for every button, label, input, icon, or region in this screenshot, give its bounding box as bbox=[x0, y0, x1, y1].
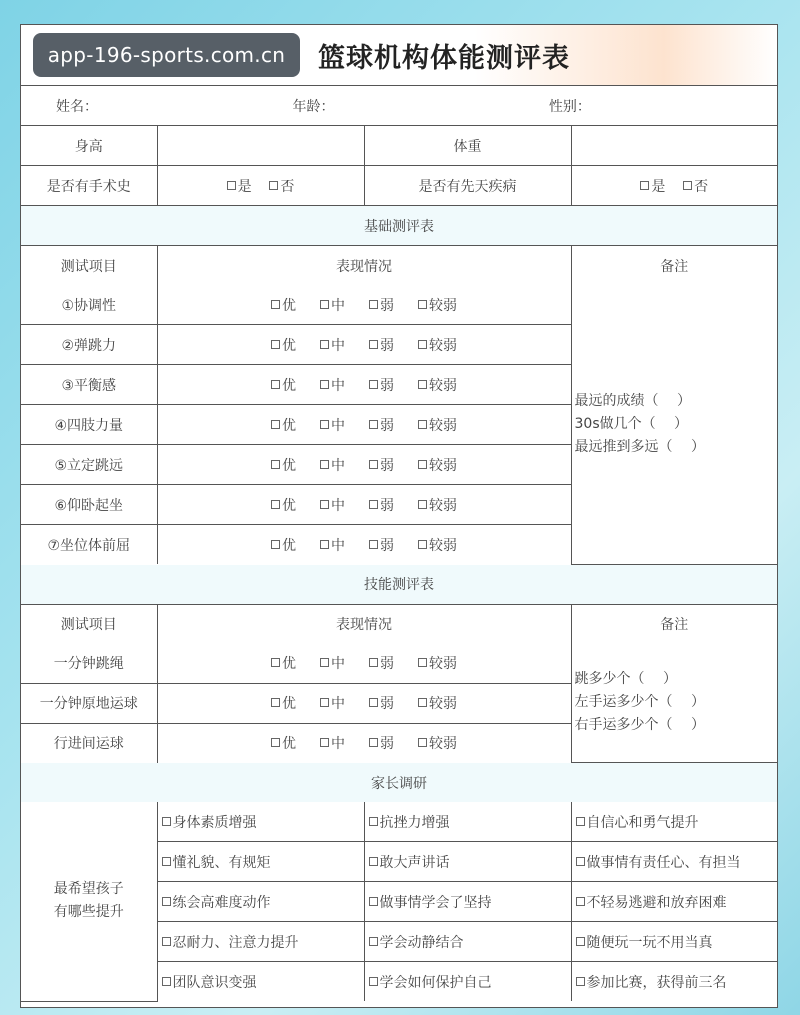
rating-option[interactable]: 优 bbox=[271, 375, 296, 395]
body-row bbox=[21, 126, 777, 166]
name-label[interactable]: 姓名： bbox=[56, 98, 98, 115]
checkbox-icon[interactable] bbox=[418, 500, 427, 509]
basic-item-name: ⑤立定跳远 bbox=[21, 445, 157, 485]
rating-option[interactable]: 弱 bbox=[369, 495, 394, 515]
rating-option[interactable]: 中 bbox=[320, 653, 345, 673]
checkbox-icon[interactable] bbox=[576, 857, 585, 866]
parent-options bbox=[21, 802, 777, 1001]
history-row bbox=[21, 166, 777, 206]
rating-option[interactable]: 较弱 bbox=[418, 375, 457, 395]
parent-option[interactable]: 学会如何保护自己 bbox=[364, 962, 571, 1002]
basic-header-note: 备注 bbox=[571, 246, 777, 286]
checkbox-icon[interactable] bbox=[683, 181, 692, 190]
skill-note-line: 跳多少个（ ） bbox=[574, 671, 677, 688]
parent-option[interactable]: 参加比赛，获得前三名 bbox=[571, 962, 777, 1002]
parent-option[interactable]: 懂礼貌、有规矩 bbox=[157, 842, 364, 882]
skill-section-row bbox=[21, 564, 777, 604]
parent-option[interactable]: 抗挫力增强 bbox=[364, 802, 571, 842]
rating-option[interactable]: 中 bbox=[320, 535, 345, 555]
basic-item-ratings bbox=[157, 445, 571, 485]
rating-option[interactable]: 优 bbox=[271, 653, 296, 673]
checkbox-icon[interactable] bbox=[369, 460, 378, 469]
checkbox-icon[interactable] bbox=[576, 817, 585, 826]
checkbox-icon[interactable] bbox=[271, 500, 280, 509]
basic-item-name: ⑥仰卧起坐 bbox=[21, 485, 157, 525]
rating-option[interactable]: 较弱 bbox=[418, 693, 457, 713]
rating-option[interactable]: 中 bbox=[320, 335, 345, 355]
checkbox-icon[interactable] bbox=[369, 738, 378, 747]
checkbox-icon[interactable] bbox=[320, 658, 329, 667]
rating-option[interactable]: 弱 bbox=[369, 535, 394, 555]
weight-label: 体重 bbox=[364, 126, 571, 166]
skill-items bbox=[21, 644, 777, 763]
skill-item-name: 行进间运球 bbox=[21, 723, 157, 763]
rating-option[interactable]: 中 bbox=[320, 375, 345, 395]
weight-input[interactable] bbox=[571, 126, 777, 166]
checkbox-icon[interactable] bbox=[271, 460, 280, 469]
checkbox-icon[interactable] bbox=[369, 658, 378, 667]
checkbox-icon[interactable] bbox=[162, 897, 171, 906]
height-input[interactable] bbox=[157, 126, 364, 166]
checkbox-icon[interactable] bbox=[418, 460, 427, 469]
rating-option[interactable]: 优 bbox=[271, 335, 296, 355]
basic-item-name: ④四肢力量 bbox=[21, 405, 157, 445]
parent-section-row bbox=[21, 763, 777, 803]
checkbox-icon[interactable] bbox=[320, 698, 329, 707]
checkbox-icon[interactable] bbox=[320, 500, 329, 509]
rating-option[interactable]: 优 bbox=[271, 455, 296, 475]
rating-option[interactable]: 较弱 bbox=[418, 455, 457, 475]
checkbox-icon[interactable] bbox=[369, 380, 378, 389]
rating-option[interactable]: 较弱 bbox=[418, 415, 457, 435]
skill-section-title: 技能测评表 bbox=[21, 564, 777, 604]
checkbox-icon[interactable] bbox=[271, 540, 280, 549]
checkbox-icon[interactable] bbox=[271, 738, 280, 747]
skill-item-name: 一分钟原地运球 bbox=[21, 683, 157, 723]
checkbox-icon[interactable] bbox=[369, 540, 378, 549]
checkbox-icon[interactable] bbox=[162, 857, 171, 866]
rating-option[interactable]: 优 bbox=[271, 693, 296, 713]
rating-option[interactable]: 较弱 bbox=[418, 295, 457, 315]
checkbox-icon[interactable] bbox=[369, 698, 378, 707]
checkbox-icon[interactable] bbox=[418, 340, 427, 349]
checkbox-icon[interactable] bbox=[227, 181, 236, 190]
parent-option-row bbox=[21, 802, 777, 842]
checkbox-icon[interactable] bbox=[369, 897, 378, 906]
gender-label[interactable]: 性别： bbox=[548, 98, 591, 115]
parent-option[interactable]: 随便玩一玩不用当真 bbox=[571, 922, 777, 962]
skill-item-name: 一分钟跳绳 bbox=[21, 644, 157, 684]
rating-option[interactable]: 中 bbox=[320, 295, 345, 315]
info-row bbox=[21, 86, 777, 126]
basic-note-line: 最远的成绩（ ） bbox=[574, 392, 691, 409]
basic-item-name: ②弹跳力 bbox=[21, 325, 157, 365]
basic-section-title: 基础测评表 bbox=[21, 206, 777, 246]
basic-note-line: 30s做几个（ ） bbox=[574, 415, 689, 432]
rating-option[interactable]: 弱 bbox=[369, 295, 394, 315]
checkbox-icon[interactable] bbox=[576, 897, 585, 906]
basic-item-ratings bbox=[157, 325, 571, 365]
rating-option[interactable]: 弱 bbox=[369, 653, 394, 673]
basic-header-performance: 表现情况 bbox=[157, 246, 571, 286]
parent-section-title: 家长调研 bbox=[21, 763, 777, 803]
checkbox-icon[interactable] bbox=[369, 340, 378, 349]
age-label[interactable]: 年龄： bbox=[292, 98, 335, 115]
basic-item-row bbox=[21, 285, 777, 325]
basic-header-row bbox=[21, 246, 777, 286]
rating-option[interactable]: 弱 bbox=[369, 375, 394, 395]
rating-option[interactable]: 优 bbox=[271, 733, 296, 753]
skill-note-line: 右手运多少个（ ） bbox=[574, 717, 705, 734]
skill-item-ratings bbox=[157, 723, 571, 763]
checkbox-icon[interactable] bbox=[369, 420, 378, 429]
congenital-label: 是否有先天疾病 bbox=[364, 166, 571, 206]
skill-item-ratings bbox=[157, 644, 571, 684]
basic-note-line: 最远推到多远（ ） bbox=[574, 438, 705, 455]
skill-header-item: 测试项目 bbox=[21, 604, 157, 644]
checkbox-icon[interactable] bbox=[162, 817, 171, 826]
parent-option[interactable]: 做事情学会了坚持 bbox=[364, 882, 571, 922]
checkbox-icon[interactable] bbox=[271, 698, 280, 707]
checkbox-icon[interactable] bbox=[271, 300, 280, 309]
checkbox-icon[interactable] bbox=[320, 300, 329, 309]
parent-option[interactable]: 不轻易逃避和放弃困难 bbox=[571, 882, 777, 922]
checkbox-icon[interactable] bbox=[271, 340, 280, 349]
parent-option[interactable]: 练会高难度动作 bbox=[157, 882, 364, 922]
checkbox-icon[interactable] bbox=[162, 977, 171, 986]
checkbox-icon[interactable] bbox=[418, 420, 427, 429]
basic-item-name: ③平衡感 bbox=[21, 365, 157, 405]
rating-option[interactable]: 优 bbox=[271, 415, 296, 435]
basic-item-ratings bbox=[157, 405, 571, 445]
rating-option[interactable]: 优 bbox=[271, 295, 296, 315]
parent-option[interactable]: 做事情有责任心、有担当 bbox=[571, 842, 777, 882]
parent-option[interactable]: 身体素质增强 bbox=[157, 802, 364, 842]
surgery-options: 是 否 bbox=[157, 166, 364, 206]
height-label: 身高 bbox=[21, 126, 157, 166]
rating-option[interactable]: 较弱 bbox=[418, 535, 457, 555]
checkbox-icon[interactable] bbox=[320, 460, 329, 469]
skill-note-cell bbox=[571, 644, 777, 763]
congenital-options: 是 否 bbox=[571, 166, 777, 206]
skill-note-line: 左手运多少个（ ） bbox=[574, 694, 705, 711]
checkbox-icon[interactable] bbox=[640, 181, 649, 190]
checkbox-icon[interactable] bbox=[418, 300, 427, 309]
checkbox-icon[interactable] bbox=[418, 698, 427, 707]
rating-option[interactable]: 弱 bbox=[369, 455, 394, 475]
rating-option[interactable]: 弱 bbox=[369, 693, 394, 713]
checkbox-icon[interactable] bbox=[369, 977, 378, 986]
checkbox-icon[interactable] bbox=[418, 658, 427, 667]
basic-item-ratings bbox=[157, 365, 571, 405]
checkbox-icon[interactable] bbox=[320, 540, 329, 549]
checkbox-icon[interactable] bbox=[369, 857, 378, 866]
checkbox-icon[interactable] bbox=[369, 817, 378, 826]
checkbox-icon[interactable] bbox=[369, 500, 378, 509]
checkbox-icon[interactable] bbox=[320, 420, 329, 429]
checkbox-icon[interactable] bbox=[271, 380, 280, 389]
rating-option[interactable]: 中 bbox=[320, 495, 345, 515]
rating-option[interactable]: 优 bbox=[271, 535, 296, 555]
rating-option[interactable]: 弱 bbox=[369, 733, 394, 753]
basic-item-name: ⑦坐位体前屈 bbox=[21, 525, 157, 565]
skill-item-row bbox=[21, 644, 777, 684]
skill-item-ratings bbox=[157, 683, 571, 723]
checkbox-icon[interactable] bbox=[269, 181, 278, 190]
checkbox-icon[interactable] bbox=[271, 420, 280, 429]
parent-option[interactable]: 团队意识变强 bbox=[157, 962, 364, 1002]
rating-option[interactable]: 较弱 bbox=[418, 495, 457, 515]
checkbox-icon[interactable] bbox=[369, 937, 378, 946]
basic-item-name: ①协调性 bbox=[21, 285, 157, 325]
rating-option[interactable]: 中 bbox=[320, 455, 345, 475]
rating-option[interactable]: 弱 bbox=[369, 335, 394, 355]
basic-item-ratings bbox=[157, 285, 571, 325]
rating-option[interactable]: 弱 bbox=[369, 415, 394, 435]
basic-note-cell bbox=[571, 285, 777, 564]
surgery-label: 是否有手术史 bbox=[21, 166, 157, 206]
assessment-table bbox=[21, 86, 777, 1002]
checkbox-icon[interactable] bbox=[418, 738, 427, 747]
page-title: 篮球机构体能测评表 bbox=[318, 42, 570, 74]
checkbox-icon[interactable] bbox=[576, 937, 585, 946]
checkbox-icon[interactable] bbox=[271, 658, 280, 667]
checkbox-icon[interactable] bbox=[418, 380, 427, 389]
watermark-banner: app-196-sports.com.cn bbox=[33, 33, 300, 77]
basic-item-ratings bbox=[157, 525, 571, 565]
basic-item-ratings bbox=[157, 485, 571, 525]
checkbox-icon[interactable] bbox=[320, 738, 329, 747]
skill-header-row bbox=[21, 604, 777, 644]
rating-option[interactable]: 较弱 bbox=[418, 733, 457, 753]
rating-option[interactable]: 中 bbox=[320, 693, 345, 713]
basic-items bbox=[21, 285, 777, 564]
parent-option[interactable]: 忍耐力、注意力提升 bbox=[157, 922, 364, 962]
parent-question: 最希望孩子有哪些提升 bbox=[21, 802, 157, 1001]
rating-option[interactable]: 较弱 bbox=[418, 335, 457, 355]
parent-option[interactable]: 学会动静结合 bbox=[364, 922, 571, 962]
checkbox-icon[interactable] bbox=[320, 380, 329, 389]
checkbox-icon[interactable] bbox=[369, 300, 378, 309]
skill-header-note: 备注 bbox=[571, 604, 777, 644]
rating-option[interactable]: 中 bbox=[320, 415, 345, 435]
checkbox-icon[interactable] bbox=[418, 540, 427, 549]
checkbox-icon[interactable] bbox=[320, 340, 329, 349]
checkbox-icon[interactable] bbox=[576, 977, 585, 986]
parent-option[interactable]: 敢大声讲话 bbox=[364, 842, 571, 882]
rating-option[interactable]: 中 bbox=[320, 733, 345, 753]
skill-header-performance: 表现情况 bbox=[157, 604, 571, 644]
basic-header-item: 测试项目 bbox=[21, 246, 157, 286]
basic-section-row bbox=[21, 206, 777, 246]
checkbox-icon[interactable] bbox=[162, 937, 171, 946]
rating-option[interactable]: 优 bbox=[271, 495, 296, 515]
rating-option[interactable]: 较弱 bbox=[418, 653, 457, 673]
assessment-sheet bbox=[20, 24, 778, 1008]
parent-option[interactable]: 自信心和勇气提升 bbox=[571, 802, 777, 842]
